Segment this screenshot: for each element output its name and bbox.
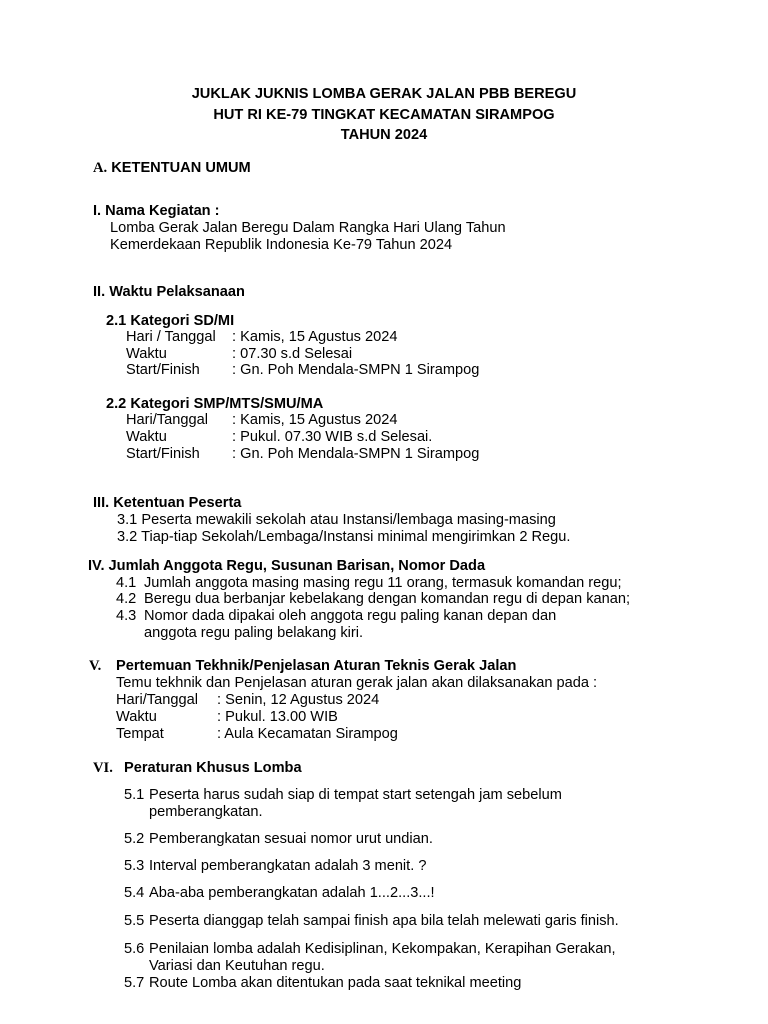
item-number: 5.3 <box>124 858 145 874</box>
section-4-item <box>116 591 630 608</box>
section-a-marker: A. <box>93 160 108 176</box>
section-5-row <box>116 692 379 709</box>
item-number: 5.6 <box>124 941 145 957</box>
row-value: : Gn. Poh Mendala-SMPN 1 Sirampog <box>232 362 480 378</box>
doc-title-line1: JUKLAK JUKNIS LOMBA GERAK JALAN PBB BEREGU <box>191 86 577 102</box>
row-label: Hari/Tanggal <box>116 692 198 708</box>
row-label: Hari/Tanggal <box>126 412 208 428</box>
section-4-heading: IV. Jumlah Anggota Regu, Susunan Barisan, Nomor Dada <box>88 558 486 574</box>
section-6-item <box>124 885 435 902</box>
category-2-heading: 2.2 Kategori SMP/MTS/SMU/MA <box>106 396 324 412</box>
item-text: Peserta harus sudah siap di tempat start setengah jam sebelum <box>149 787 562 803</box>
section-a-heading <box>93 160 251 177</box>
doc-title-line2: HUT RI KE-79 TINGKAT KECAMATAN SIRAMPOG <box>213 107 555 123</box>
row-label: Waktu <box>116 709 157 725</box>
section-6-item <box>124 858 426 875</box>
section-6-title: Peraturan Khusus Lomba <box>124 760 302 776</box>
row-label: Tempat <box>116 726 164 742</box>
category-1-row <box>126 362 479 379</box>
category-2-row <box>126 446 479 463</box>
item-number: 5.2 <box>124 831 145 847</box>
section-6-item <box>124 787 562 804</box>
row-value: : Senin, 12 Agustus 2024 <box>217 692 380 708</box>
item-text: Interval pemberangkatan adalah 3 menit. ? <box>149 858 427 874</box>
item-text: Nomor dada dipakai oleh anggota regu paling kanan depan dan <box>144 608 557 624</box>
item-text: Penilaian lomba adalah Kedisiplinan, Kekompakan, Kerapihan Gerakan, <box>149 941 616 957</box>
row-value: : Gn. Poh Mendala-SMPN 1 Sirampog <box>232 446 480 462</box>
category-1-row <box>126 329 398 346</box>
section-6-heading <box>93 760 302 777</box>
row-value: : 07.30 s.d Selesai <box>232 346 353 362</box>
section-3-heading: III. Ketentuan Peserta <box>93 495 242 511</box>
item-number: 4.3 <box>116 608 137 624</box>
section-4-item <box>116 608 556 625</box>
item-number: 4.2 <box>116 591 137 607</box>
row-label: Hari / Tanggal <box>126 329 216 345</box>
section-5-title: Pertemuan Tekhnik/Penjelasan Aturan Teknis Gerak Jalan <box>116 658 517 674</box>
section-4-item-continuation: anggota regu paling belakang kiri. <box>144 625 364 641</box>
item-number: 5.4 <box>124 885 145 901</box>
item-number: 5.7 <box>124 975 145 991</box>
section-6-item <box>124 831 433 848</box>
row-label: Start/Finish <box>126 446 200 462</box>
section-5-heading <box>89 658 516 675</box>
section-3-item: 3.1 Peserta mewakili sekolah atau Instansi/lembaga masing-masing <box>117 512 556 528</box>
section-6-item <box>124 941 616 958</box>
section-1-text-line1: Lomba Gerak Jalan Beregu Dalam Rangka Hari Ulang Tahun <box>110 220 506 236</box>
category-1-heading: 2.1 Kategori SD/MI <box>106 313 235 329</box>
item-text: Aba-aba pemberangkatan adalah 1...2...3...! <box>149 885 435 901</box>
row-value: : Kamis, 15 Agustus 2024 <box>232 412 398 428</box>
section-6-marker: VI. <box>93 760 113 776</box>
section-5-row <box>116 709 338 726</box>
row-value: : Pukul. 07.30 WIB s.d Selesai. <box>232 429 433 445</box>
section-1-text-line2: Kemerdekaan Republik Indonesia Ke-79 Tahun 2024 <box>110 237 453 253</box>
item-text: Peserta dianggap telah sampai finish apa bila telah melewati garis finish. <box>149 913 619 929</box>
section-4-item <box>116 575 622 592</box>
item-text: Beregu dua berbanjar kebelakang dengan komandan regu di depan kanan; <box>144 591 631 607</box>
item-number: 5.5 <box>124 913 145 929</box>
section-5-marker: V. <box>89 658 102 674</box>
row-label: Start/Finish <box>126 362 200 378</box>
item-text: Pemberangkatan sesuai nomor urut undian. <box>149 831 433 847</box>
item-number: 5.1 <box>124 787 145 803</box>
category-2-row <box>126 412 398 429</box>
item-text: Route Lomba akan ditentukan pada saat teknikal meeting <box>149 975 522 991</box>
section-5-row <box>116 726 398 743</box>
section-6-item-continuation: pemberangkatan. <box>149 804 263 820</box>
section-1-heading: I. Nama Kegiatan : <box>93 203 220 219</box>
row-label: Waktu <box>126 346 167 362</box>
row-value: : Pukul. 13.00 WIB <box>217 709 338 725</box>
category-2-row <box>126 429 432 446</box>
row-value: : Aula Kecamatan Sirampog <box>217 726 398 742</box>
item-text: Jumlah anggota masing masing regu 11 orang, termasuk komandan regu; <box>144 575 622 591</box>
row-value: : Kamis, 15 Agustus 2024 <box>232 329 398 345</box>
section-6-item <box>124 975 521 992</box>
doc-title-line3: TAHUN 2024 <box>340 127 428 143</box>
section-2-heading: II. Waktu Pelaksanaan <box>93 284 245 300</box>
item-number: 4.1 <box>116 575 137 591</box>
section-6-item <box>124 913 619 930</box>
row-label: Waktu <box>126 429 167 445</box>
section-5-intro: Temu tekhnik dan Penjelasan aturan gerak jalan akan dilaksanakan pada : <box>116 675 598 691</box>
section-6-item-continuation: Variasi dan Keutuhan regu. <box>149 958 325 974</box>
section-3-item: 3.2 Tiap-tiap Sekolah/Lembaga/Instansi minimal mengirimkan 2 Regu. <box>117 529 571 545</box>
section-a-title: KETENTUAN UMUM <box>111 160 251 176</box>
category-1-row <box>126 346 352 363</box>
